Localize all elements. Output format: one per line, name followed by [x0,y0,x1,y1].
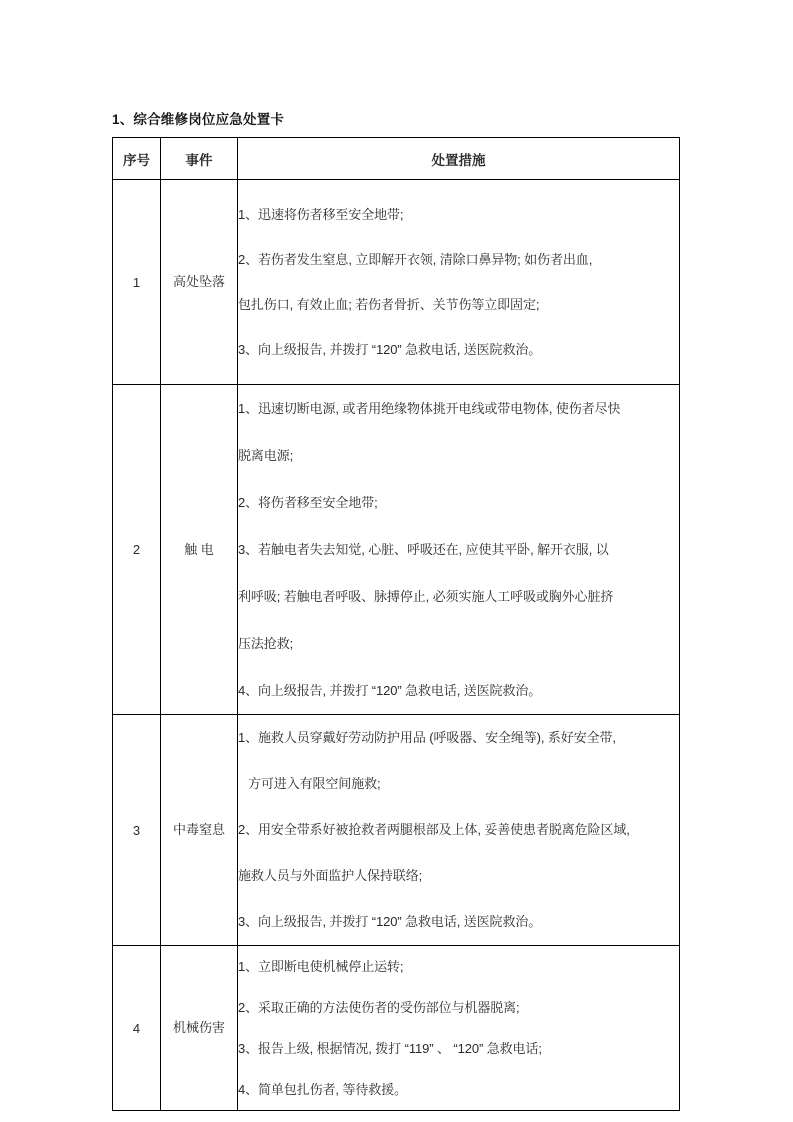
measure-line: 脱离电源; [238,448,294,463]
measure-line: 1、施救人员穿戴好劳动防护用品 (呼吸器、安全绳等), 系好安全带, [238,730,616,745]
measure-line: 3、若触电者失去知觉, 心脏、呼吸还在, 应使其平卧, 解开衣服, 以 [238,542,609,557]
measure-line: 1、立即断电使机械停止运转; [238,959,404,974]
column-header-event: 事件 [161,138,238,180]
measure-line: 4、简单包扎伤者, 等待救援。 [238,1082,407,1097]
row-measures [238,946,680,1111]
measure-line: 2、采取正确的方法使伤者的受伤部位与机器脱离; [238,1000,520,1015]
measure-line: 施救人员与外面监护人保持联络; [238,868,423,883]
row-event-name: 中毒窒息 [161,715,238,946]
table-row [113,715,680,946]
measure-line: 4、向上级报告, 并拨打 “120” 急救电话, 送医院救治。 [238,683,542,698]
table-row [113,180,680,385]
measure-line: 1、迅速切断电源, 或者用绝缘物体挑开电线或带电物体, 使伤者尽快 [238,401,621,416]
emergency-response-card-table-container [112,137,679,1111]
measure-line: 2、用安全带系好被抢救者两腿根部及上体, 妥善使患者脱离危险区域, [238,822,630,837]
emergency-response-card-table [112,137,680,1111]
table-row [113,385,680,715]
row-number: 1 [113,180,161,385]
row-number: 4 [113,946,161,1111]
measure-line: 2、将伤者移至安全地带; [238,495,378,510]
row-number: 2 [113,385,161,715]
measure-line: 1、迅速将伤者移至安全地带; [238,207,404,222]
table-header-row [113,138,680,180]
row-event-name: 机械伤害 [161,946,238,1111]
row-number: 3 [113,715,161,946]
row-event-name: 触 电 [161,385,238,715]
row-measures [238,715,680,946]
page-title: 1、综合维修岗位应急处置卡 [112,112,285,127]
measure-line: 3、向上级报告, 并拨打 “120” 急救电话, 送医院救治。 [238,342,542,357]
row-event-name: 高处坠落 [161,180,238,385]
measure-line: 利呼吸; 若触电者呼吸、脉搏停止, 必须实施人工呼吸或胸外心脏挤 [238,589,614,604]
measure-line: 3、向上级报告, 并拨打 “120” 急救电话, 送医院救治。 [238,914,542,929]
row-measures [238,180,680,385]
measure-line: 方可进入有限空间施救; [248,776,381,791]
measure-line: 2、若伤者发生窒息, 立即解开衣领, 清除口鼻异物; 如伤者出血, [238,252,593,267]
measure-line: 压法抢救; [238,636,294,651]
measure-line: 3、报告上级, 根据情况, 拨打 “119” 、 “120” 急救电话; [238,1041,542,1056]
row-measures [238,385,680,715]
column-header-no: 序号 [113,138,161,180]
table-row [113,946,680,1111]
measure-line: 包扎伤口, 有效止血; 若伤者骨折、关节伤等立即固定; [238,297,540,312]
column-header-measures: 处置措施 [238,138,680,180]
